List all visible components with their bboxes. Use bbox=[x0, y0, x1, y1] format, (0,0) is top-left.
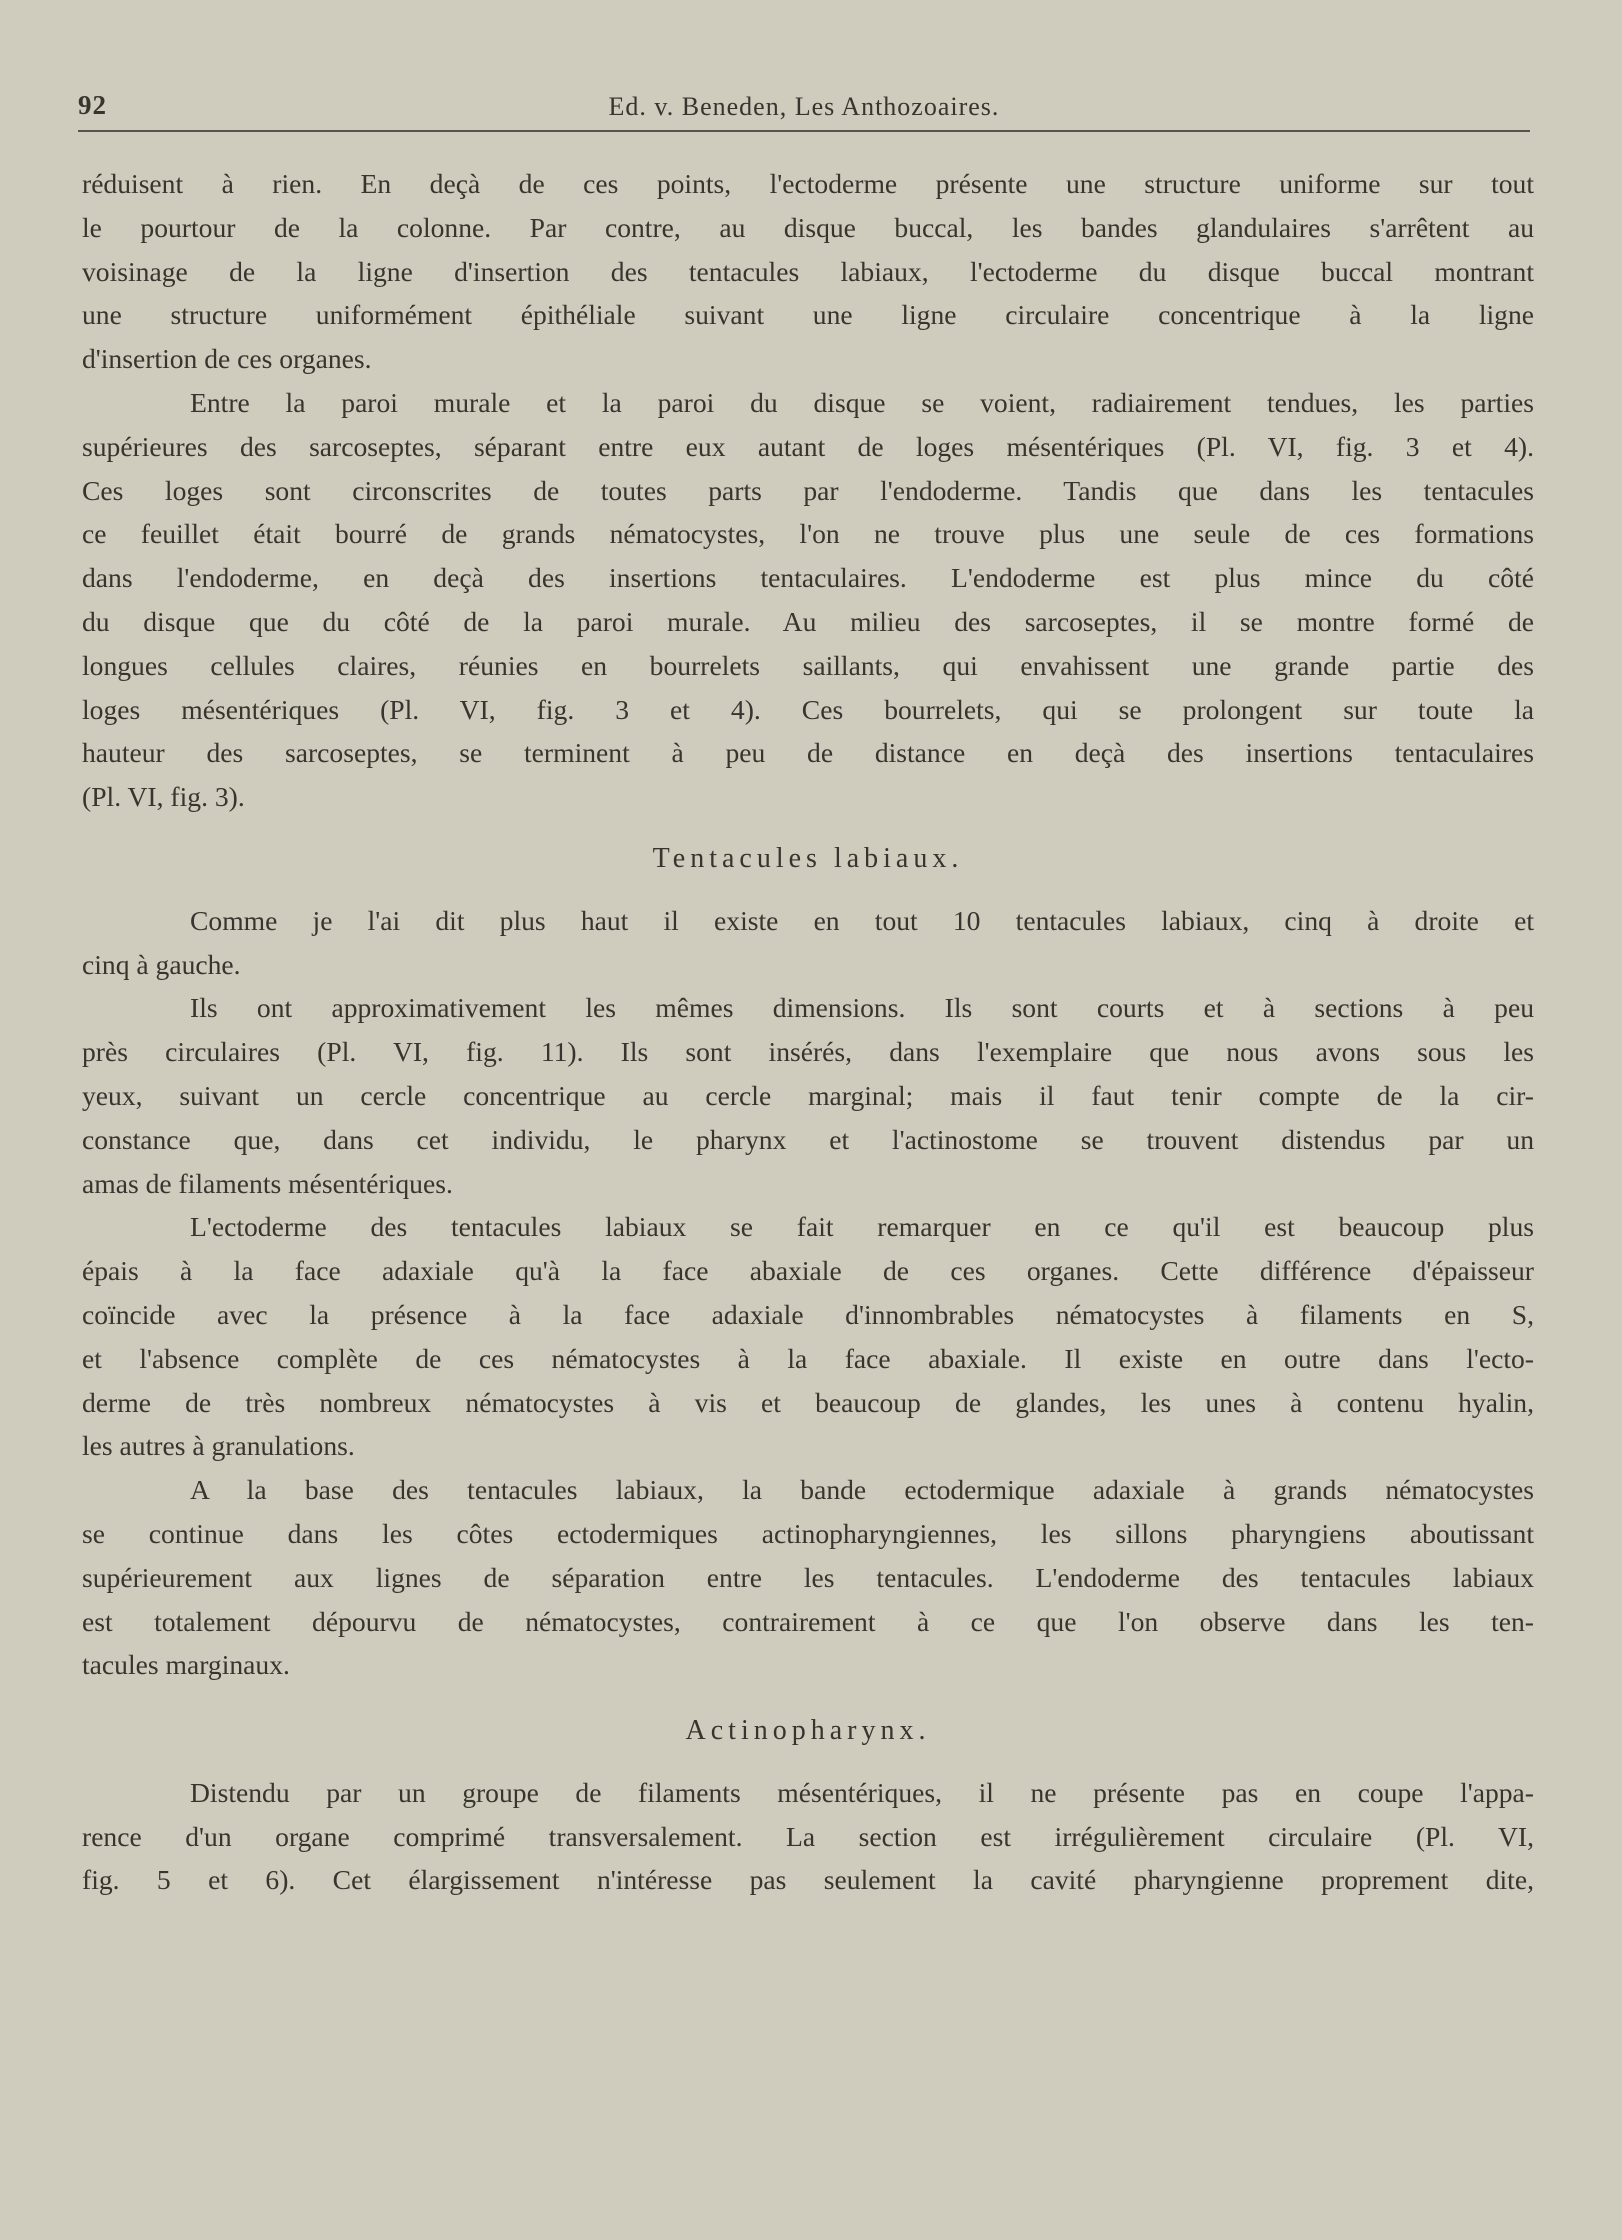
text-line: Ces loges sont circonscrites de toutes parts par l'endoderme. Tandis que dans les tentacules bbox=[82, 474, 1534, 506]
paragraph bbox=[82, 1468, 1534, 1687]
text-line: loges mésentériques (Pl. VI, fig. 3 et 4). Ces bourrelets, qui se prolongent sur toute la bbox=[82, 693, 1534, 725]
text-line: et l'absence complète de ces nématocystes à la face abaxiale. Il existe en outre dans l'ecto- bbox=[82, 1342, 1534, 1374]
paragraph bbox=[82, 986, 1534, 1205]
text-line: le pourtour de la colonne. Par contre, au disque buccal, les bandes glandulaires s'arrêtent au bbox=[82, 211, 1534, 243]
text-line: fig. 5 et 6). Cet élargissement n'intéresse pas seulement la cavité pharyngienne proprement dite, bbox=[82, 1864, 1534, 1896]
text-line: (Pl. VI, fig. 3). bbox=[82, 781, 245, 813]
text-line: Comme je l'ai dit plus haut il existe en tout 10 tentacules labiaux, cinq à droite et bbox=[190, 904, 1534, 936]
section-actinopharynx bbox=[82, 1771, 1534, 1902]
text-line: amas de filaments mésentériques. bbox=[82, 1167, 453, 1199]
paragraph bbox=[82, 1771, 1534, 1902]
text-line: Ils ont approximativement les mêmes dimensions. Ils sont courts et à sections à peu bbox=[190, 992, 1534, 1024]
text-line: épais à la face adaxiale qu'à la face abaxiale de ces organes. Cette différence d'épaisseur bbox=[82, 1255, 1534, 1287]
text-line: supérieurement aux lignes de séparation entre les tentacules. L'endoderme des tentacules labiaux bbox=[82, 1561, 1534, 1593]
text-line: est totalement dépourvu de nématocystes, contrairement à ce que l'on observe dans les ten- bbox=[82, 1605, 1534, 1637]
text-line: cinq à gauche. bbox=[82, 948, 241, 980]
header-rule bbox=[78, 130, 1530, 132]
heading-actinopharynx: Actinopharynx. bbox=[685, 1715, 931, 1747]
text-line: hauteur des sarcoseptes, se terminent à peu de distance en deçà des insertions tentaculaires bbox=[82, 737, 1534, 769]
text-line: tacules marginaux. bbox=[82, 1649, 290, 1681]
heading-tentacules-labiaux: Tentacules labiaux. bbox=[652, 842, 964, 874]
text-line: les autres à granulations. bbox=[82, 1430, 355, 1462]
text-line: Distendu par un groupe de filaments mésentériques, il ne présente pas en coupe l'appa- bbox=[190, 1776, 1534, 1808]
text-line: A la base des tentacules labiaux, la bande ectodermique adaxiale à grands nématocystes bbox=[190, 1474, 1534, 1506]
text-line: une structure uniformément épithéliale suivant une ligne circulaire concentrique à la ligne bbox=[82, 299, 1534, 331]
text-line: yeux, suivant un cercle concentrique au cercle marginal; mais il faut tenir compte de la cir- bbox=[82, 1079, 1534, 1111]
text-line: Entre la paroi murale et la paroi du disque se voient, radiairement tendues, les parties bbox=[190, 386, 1534, 418]
text-line: se continue dans les côtes ectodermiques actinopharyngiennes, les sillons pharyngiens aboutissant bbox=[82, 1517, 1534, 1549]
text-line: longues cellules claires, réunies en bourrelets saillants, qui envahissent une grande partie des bbox=[82, 649, 1534, 681]
paragraph bbox=[82, 1205, 1534, 1468]
section-intro bbox=[82, 162, 1534, 819]
paragraph bbox=[82, 899, 1534, 987]
text-line: d'insertion de ces organes. bbox=[82, 343, 372, 375]
text-line: coïncide avec la présence à la face adaxiale d'innombrables nématocystes à filaments en S, bbox=[82, 1298, 1534, 1330]
text-line: supérieures des sarcoseptes, séparant entre eux autant de loges mésentériques (Pl. VI, fig. 3 et 4). bbox=[82, 430, 1534, 462]
section-tentacules-labiaux bbox=[82, 899, 1534, 1687]
text-line: constance que, dans cet individu, le pharynx et l'actinostome se trouvent distendus par un bbox=[82, 1123, 1534, 1155]
page-number: 92 bbox=[78, 90, 107, 120]
page-header bbox=[78, 90, 1530, 134]
text-line: près circulaires (Pl. VI, fig. 11). Ils sont insérés, dans l'exemplaire que nous avons sous les bbox=[82, 1036, 1534, 1068]
running-head: Ed. v. Beneden, Les Anthozoaires. bbox=[608, 92, 1000, 121]
text-line: du disque que du côté de la paroi murale. Au milieu des sarcoseptes, il se montre formé de bbox=[82, 605, 1534, 637]
text-line: ce feuillet était bourré de grands nématocystes, l'on ne trouve plus une seule de ces formations bbox=[82, 518, 1534, 550]
text-line: derme de très nombreux nématocystes à vis et beaucoup de glandes, les unes à contenu hyalin, bbox=[82, 1386, 1534, 1418]
paragraph bbox=[82, 162, 1534, 381]
text-line: réduisent à rien. En deçà de ces points, l'ectoderme présente une structure uniforme sur tout bbox=[82, 168, 1534, 199]
body-text bbox=[82, 162, 1534, 1902]
text-line: voisinage de la ligne d'insertion des tentacules labiaux, l'ectoderme du disque buccal montrant bbox=[82, 255, 1534, 287]
text-line: L'ectoderme des tentacules labiaux se fait remarquer en ce qu'il est beaucoup plus bbox=[190, 1211, 1534, 1243]
text-line: dans l'endoderme, en deçà des insertions tentaculaires. L'endoderme est plus mince du côté bbox=[82, 562, 1534, 594]
paragraph bbox=[82, 381, 1534, 819]
text-line: rence d'un organe comprimé transversalement. La section est irrégulièrement circulaire (Pl. VI, bbox=[82, 1820, 1534, 1852]
